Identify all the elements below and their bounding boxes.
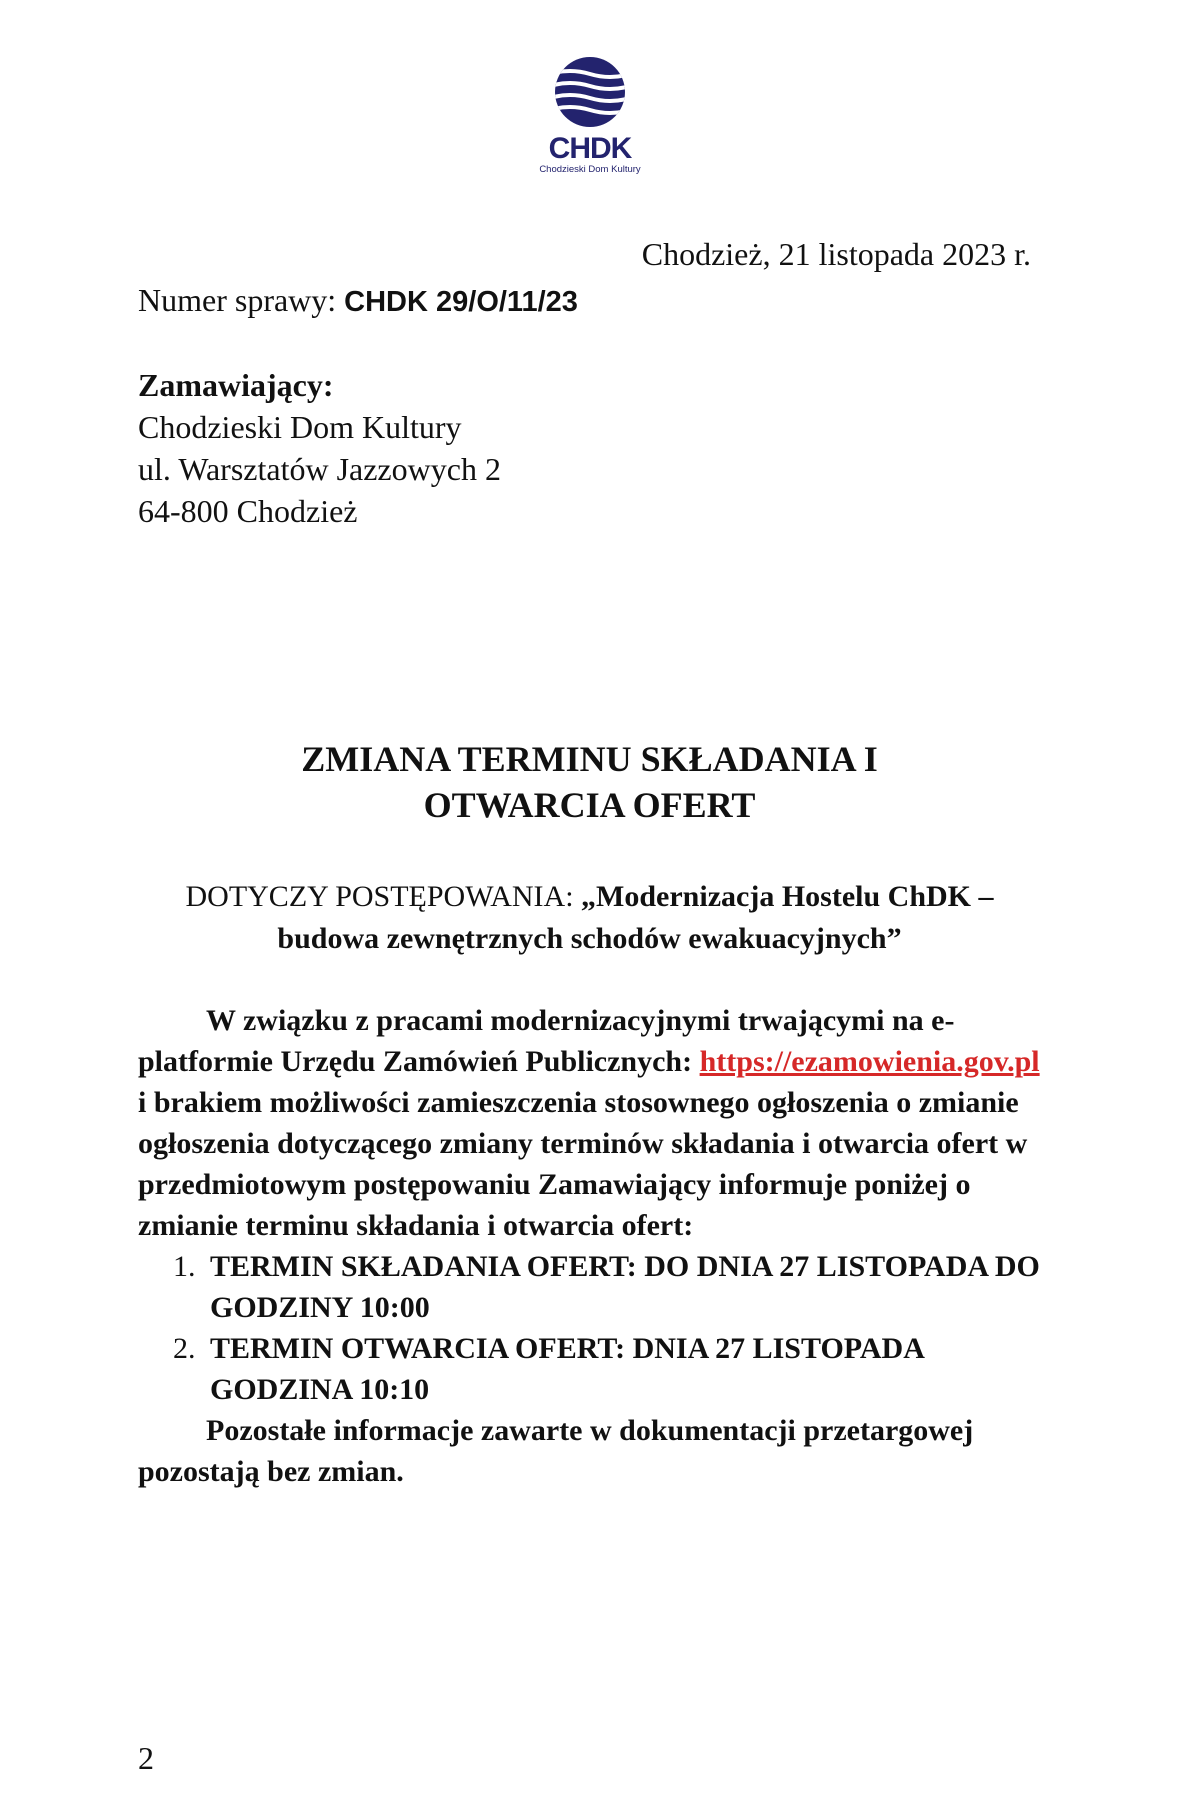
case-number-line xyxy=(138,280,578,322)
orderer-block xyxy=(138,364,501,532)
deadline-text: TERMIN SKŁADANIA OFERT: DO DNIA 27 LISTOPADA DO GODZINY 10:00 xyxy=(210,1250,1040,1324)
logo-caption: Chodzieski Dom Kultury xyxy=(539,164,641,175)
document-title xyxy=(138,736,1041,828)
deadline-number: 2. xyxy=(173,1332,196,1365)
orderer-city: 64-800 Chodzież xyxy=(138,493,358,529)
orderer-name: Chodzieski Dom Kultury xyxy=(138,409,462,445)
orderer-street: ul. Warsztatów Jazzowych 2 xyxy=(138,451,501,487)
document-body xyxy=(138,1000,1041,1492)
document-title-line-1: ZMIANA TERMINU SKŁADANIA I xyxy=(301,739,878,779)
intro-after-link: i brakiem możliwości zamieszczenia stosownego ogłoszenia o zmianie ogłoszenia dotyczącego zmiany terminów składania i otwarcia ofert w przedmiotowym postępowaniu Zamawiający informuje poniżej o zmianie terminu składania i otwarcia ofert: xyxy=(138,1086,1028,1242)
deadline-item xyxy=(138,1328,1041,1410)
intro-before-link: W związku z pracami modernizacyjnymi trwającymi na e-platformie Urzędu Zamówień Publicznych: xyxy=(138,1004,955,1078)
page-number: 2 xyxy=(138,1740,154,1776)
subject-prefix: DOTYCZY POSTĘPOWANIA: xyxy=(185,880,582,913)
body-intro xyxy=(138,1000,1041,1246)
closing-note: Pozostałe informacje zawarte w dokumentacji przetargowej pozostają bez zmian. xyxy=(138,1414,974,1488)
document-date: Chodzież, 21 listopada 2023 r. xyxy=(641,236,1031,272)
orderer-label: Zamawiający: xyxy=(138,367,334,403)
deadline-list xyxy=(138,1246,1041,1410)
chdk-logo-mark xyxy=(520,52,660,164)
deadline-item xyxy=(138,1246,1041,1328)
deadline-number: 1. xyxy=(173,1250,196,1283)
deadline-text: TERMIN OTWARCIA OFERT: DNIA 27 LISTOPADA GODZINA 10:10 xyxy=(210,1332,924,1406)
case-number: CHDK 29/O/11/23 xyxy=(344,286,578,318)
document-title-line-2: OTWARCIA OFERT xyxy=(423,785,756,825)
ezamowienia-link[interactable]: https://ezamowienia.gov.pl xyxy=(699,1045,1040,1078)
subject-name: „Modernizacja Hostelu ChDK – budowa zewnętrznych schodów ewakuacyjnych” xyxy=(277,880,994,955)
procedure-subject xyxy=(138,876,1041,960)
chdk-logo xyxy=(520,52,660,182)
case-number-label: Numer sprawy: xyxy=(138,282,345,318)
logo-mark-text: CHDK xyxy=(548,132,632,164)
